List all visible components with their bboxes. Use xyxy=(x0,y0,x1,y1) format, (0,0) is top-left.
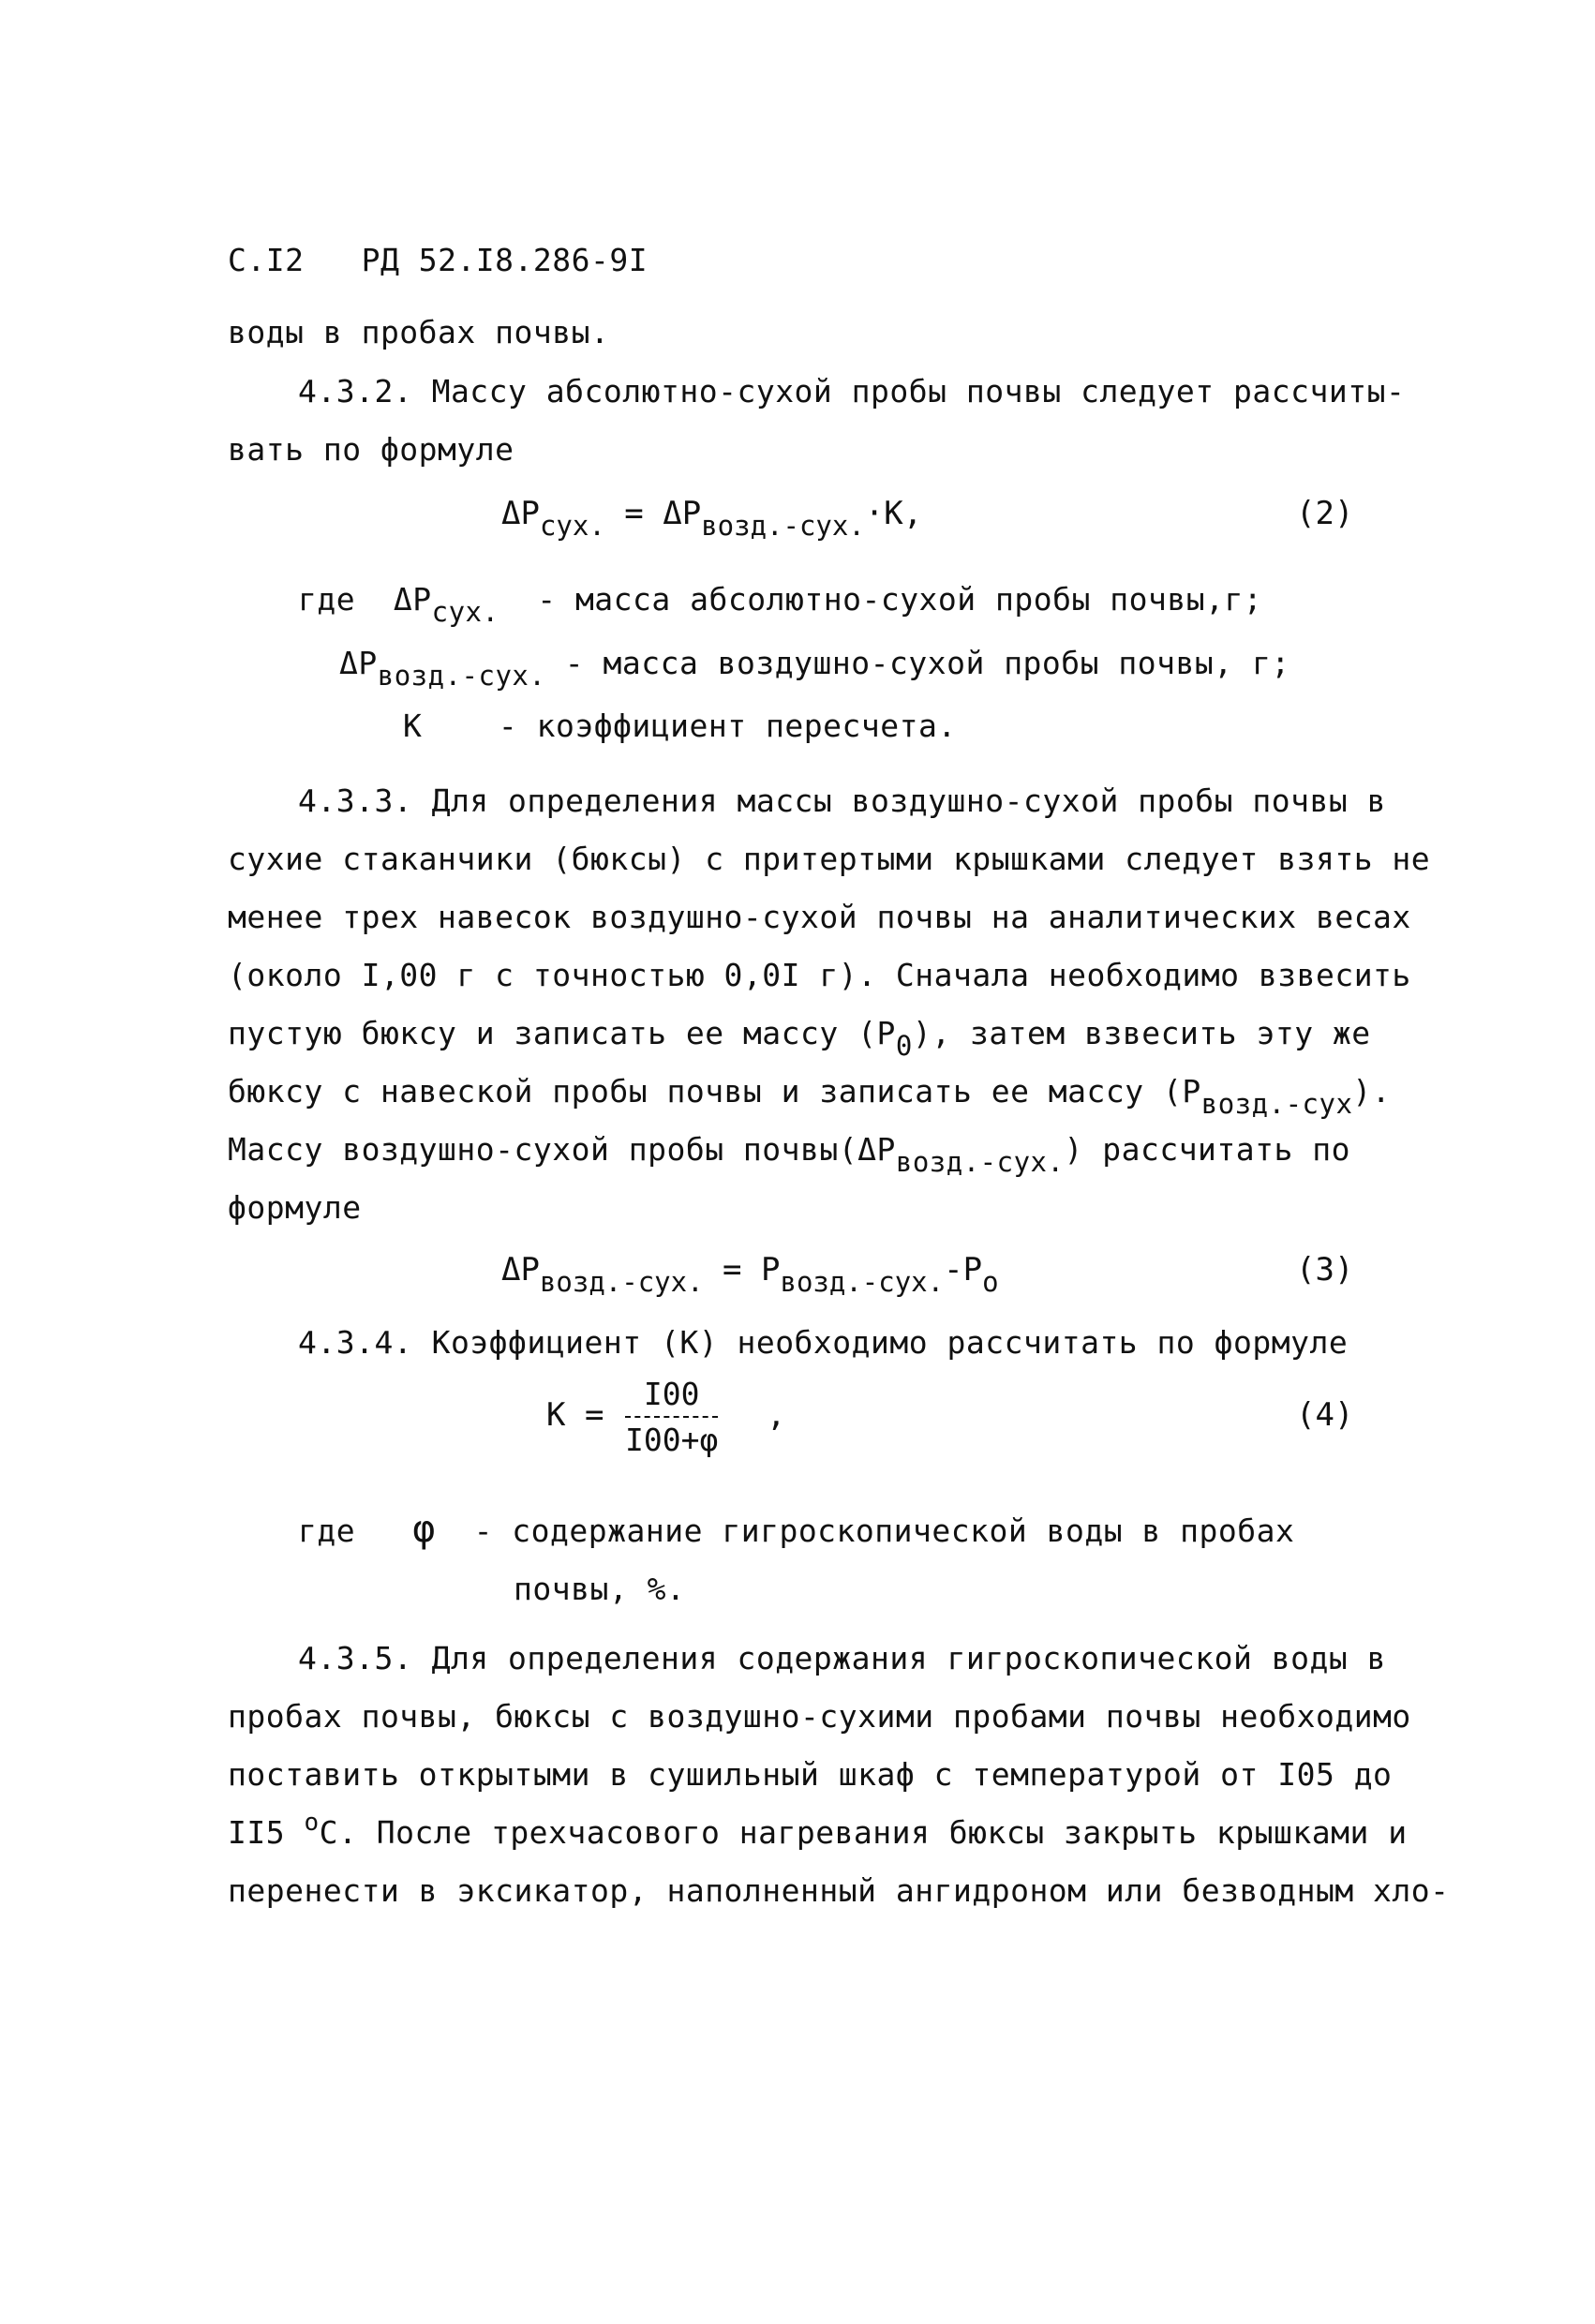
text-segment: II5 xyxy=(228,1814,305,1851)
eq3-minus-term: -P xyxy=(944,1251,983,1289)
where-label: где xyxy=(298,1512,356,1549)
paragraph-4-3-4-line: 4.3.4. Коэффициент (К) необходимо рассчитать по формуле xyxy=(298,1324,1349,1361)
text-subscript: возд.-сух xyxy=(1200,1088,1353,1120)
eq3-lhs-sub: возд.-сух. xyxy=(539,1266,704,1298)
eq3-term-sub: o xyxy=(982,1266,999,1298)
text-subscript: 0 xyxy=(895,1030,913,1062)
eq2-equals: = xyxy=(624,495,644,532)
page-number: С.I2 xyxy=(228,242,305,278)
equation-2-number: (2) xyxy=(1296,495,1354,532)
definition-text: - масса абсолютно-сухой пробы почвы,г; xyxy=(537,581,1263,618)
paragraph-4-3-3-line: (около I,00 г с точностью 0,0I г). Сначала необходимо взвесить xyxy=(228,957,1411,993)
text-line: воды в пробах почвы. xyxy=(228,314,610,350)
equation-3 xyxy=(501,1251,999,1298)
fraction-numerator: I00 xyxy=(625,1376,718,1418)
paragraph-4-3-5-line: поставить открытыми в сушильный шкаф с температурой от I05 до xyxy=(228,1756,1393,1793)
eq3-equals: = xyxy=(723,1251,742,1289)
paragraph-4-3-3-line xyxy=(228,1073,1392,1120)
eq2-lhs-sub: сух. xyxy=(539,510,605,542)
definition-row xyxy=(298,1508,1295,1551)
eq2-rhs-tail: ·К, xyxy=(864,495,923,532)
equation-4-number: (4) xyxy=(1296,1396,1354,1434)
paragraph-4-3-3-line: менее трех навесок воздушно-сухой почвы на аналитических весах xyxy=(228,899,1411,935)
definition-symbol: К xyxy=(403,708,423,744)
definition-symbol: ΔP xyxy=(339,645,378,681)
definition-symbol: φ xyxy=(412,1508,436,1551)
paragraph-4-3-5-line: перенести в эксикатор, наполненный ангидроном или безводным хло- xyxy=(228,1872,1450,1909)
definition-symbol-sub: возд.-сух. xyxy=(377,660,546,692)
text-segment: ) рассчитать по xyxy=(1064,1131,1350,1168)
definition-text: - масса воздушно-сухой пробы почвы, г; xyxy=(564,645,1290,681)
text-segment: ), затем взвесить эту же xyxy=(912,1015,1371,1051)
eq2-lhs: ΔP xyxy=(501,495,540,532)
text-segment: бюксу с навеской пробы почвы и записать ее массу (P xyxy=(228,1073,1201,1110)
paragraph-4-3-3-line: 4.3.3. Для определения массы воздушно-сухой пробы почвы в xyxy=(298,782,1386,819)
document-code: РД 52.I8.286-9I xyxy=(361,242,648,278)
text-subscript: возд.-сух. xyxy=(895,1146,1065,1178)
definition-text: - коэффициент пересчета. xyxy=(498,708,957,744)
equation-4-fraction xyxy=(625,1376,718,1458)
equation-4-lhs: К = xyxy=(546,1396,604,1434)
paragraph-4-3-3-line xyxy=(228,1015,1371,1062)
eq3-rhs-sub: возд.-сух. xyxy=(780,1266,945,1298)
definition-text-continued: почвы, %. xyxy=(514,1571,686,1607)
definition-text: - содержание гигроскопической воды в пробах xyxy=(473,1512,1295,1549)
eq2-rhs-sub: возд.-сух. xyxy=(701,510,865,542)
equation-3-number: (3) xyxy=(1296,1251,1354,1289)
definition-row xyxy=(298,581,1263,628)
text-segment: С. После трехчасового нагревания бюксы закрыть крышками и xyxy=(319,1814,1408,1851)
definition-symbol: ΔP xyxy=(393,581,432,618)
page-header xyxy=(228,242,648,279)
text-segment: пустую бюксу и записать ее массу (P xyxy=(228,1015,896,1051)
eq3-lhs: ΔP xyxy=(501,1251,540,1289)
eq2-rhs: ΔP xyxy=(663,495,702,532)
paragraph-4-3-5-line xyxy=(228,1809,1408,1855)
equation-2 xyxy=(501,495,923,542)
paragraph-4-3-5-line: пробах почвы, бюксы с воздушно-сухими пробами почвы необходимо xyxy=(228,1698,1411,1735)
paragraph-4-3-3-line: формуле xyxy=(228,1189,362,1226)
paragraph-4-3-2-line: вать по формуле xyxy=(228,431,514,468)
definition-row xyxy=(403,708,957,745)
fraction-denominator: I00+φ xyxy=(625,1422,719,1458)
text-segment: Массу воздушно-сухой пробы почвы(ΔP xyxy=(228,1131,896,1168)
paragraph-4-3-3-line xyxy=(228,1131,1350,1178)
paragraph-4-3-3-line: сухие стаканчики (бюксы) с притертыми крышками следует взять не xyxy=(228,841,1431,877)
definition-row xyxy=(339,645,1290,692)
paragraph-4-3-5-line: 4.3.5. Для определения содержания гигроскопической воды в xyxy=(298,1640,1386,1676)
degree-superscript: o xyxy=(304,1809,320,1837)
text-segment: ). xyxy=(1352,1073,1392,1110)
eq3-rhs: P xyxy=(761,1251,781,1289)
equation-4-tail: , xyxy=(767,1396,786,1434)
paragraph-4-3-2-line: 4.3.2. Массу абсолютно-сухой пробы почвы следует рассчиты- xyxy=(298,373,1406,410)
definition-symbol-sub: сух. xyxy=(431,596,499,628)
where-label: где xyxy=(298,581,356,618)
